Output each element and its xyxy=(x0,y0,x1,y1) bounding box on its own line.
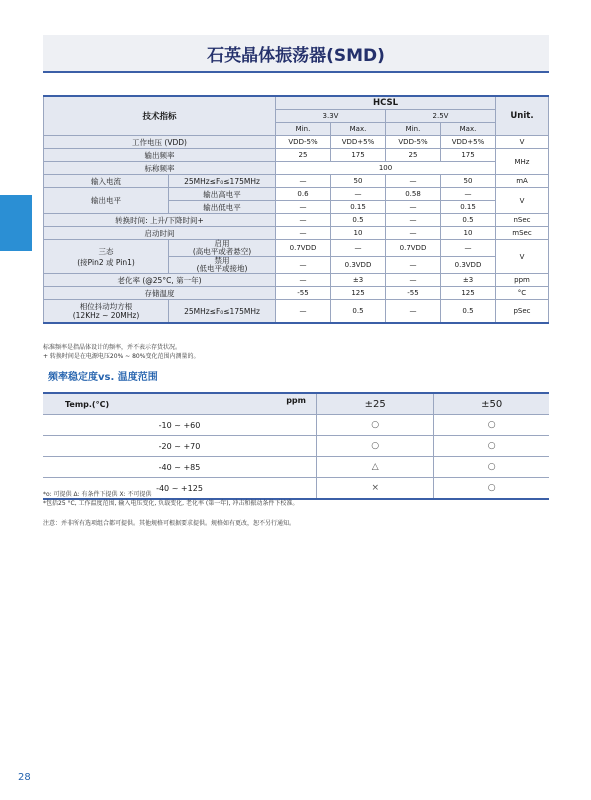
cell: — xyxy=(386,274,441,287)
temp-range: -40 ~ +85 xyxy=(43,457,317,478)
cell: — xyxy=(276,300,331,324)
cell: — xyxy=(276,175,331,188)
cell: — xyxy=(276,274,331,287)
temp-range: -40 ~ +125 xyxy=(43,478,317,500)
unit-cell: ppm xyxy=(496,274,549,287)
cell: 125 xyxy=(441,287,496,300)
cell: 0.6 xyxy=(276,188,331,201)
row-sublabel: 25MHz≤F₀≤175MHz xyxy=(169,175,276,188)
cell: — xyxy=(386,227,441,240)
cell: — xyxy=(386,214,441,227)
cell: 0.5 xyxy=(441,214,496,227)
cell: — xyxy=(386,300,441,324)
header-min: Min. xyxy=(386,123,441,136)
stability-table xyxy=(43,392,549,500)
side-tab xyxy=(0,195,32,251)
row-label: 输出频率 xyxy=(44,149,276,162)
cell: VDD+5% xyxy=(331,136,386,149)
cell: ±3 xyxy=(441,274,496,287)
row-sublabel: 禁用 (低电平或接地) xyxy=(169,257,276,274)
cell: 10 xyxy=(441,227,496,240)
header-param: 技术指标 xyxy=(44,96,276,136)
row-label: 转换时间: 上升/下降时间+ xyxy=(44,214,276,227)
row-label: 输入电流 xyxy=(44,175,169,188)
col-50: ±50 xyxy=(434,393,549,415)
cell: — xyxy=(331,240,386,257)
cell: 0.5 xyxy=(331,214,386,227)
cell: 10 xyxy=(331,227,386,240)
page-title: 石英晶体振荡器(SMD) xyxy=(207,46,385,66)
temp-label: Temp.(°C) xyxy=(65,399,110,409)
avail-symbol: ○ xyxy=(317,415,434,436)
unit-cell: V xyxy=(496,136,549,149)
avail-symbol: ○ xyxy=(434,415,549,436)
unit-cell: °C xyxy=(496,287,549,300)
cell: 0.15 xyxy=(441,201,496,214)
cell: -55 xyxy=(386,287,441,300)
cell: — xyxy=(386,201,441,214)
avail-symbol: ○ xyxy=(317,436,434,457)
cell: 25 xyxy=(386,149,441,162)
title-band xyxy=(43,35,549,73)
col-25: ±25 xyxy=(317,393,434,415)
cell: 25 xyxy=(276,149,331,162)
row-label: 工作电压 (VDD) xyxy=(44,136,276,149)
spec-notes xyxy=(43,343,199,361)
cell: 0.7VDD xyxy=(386,240,441,257)
cell: 125 xyxy=(331,287,386,300)
header-3v3: 3.3V xyxy=(276,110,386,123)
temp-range: -10 ~ +60 xyxy=(43,415,317,436)
cell: 0.58 xyxy=(386,188,441,201)
cell: — xyxy=(276,227,331,240)
row-label: 存储温度 xyxy=(44,287,276,300)
cell: — xyxy=(276,214,331,227)
avail-symbol: △ xyxy=(317,457,434,478)
cell: 0.5 xyxy=(331,300,386,324)
cell: — xyxy=(386,257,441,274)
header-unit: Unit. xyxy=(496,96,549,136)
avail-symbol: × xyxy=(317,478,434,500)
avail-symbol: ○ xyxy=(434,457,549,478)
note-line: + 转换时间是在电源电压20% ~ 80%变化范围内测量的。 xyxy=(43,353,200,360)
row-label: 标称频率 xyxy=(44,162,276,175)
unit-cell: mA xyxy=(496,175,549,188)
legend-line: *包括25 °C, 工作温度范围, 输入电压变化, 负载变化, 老化率 (第一年), 冲击和振动条件下校准。 xyxy=(43,500,299,507)
cell: 0.3VDD xyxy=(441,257,496,274)
row-sublabel: 启用 (高电平或者悬空) xyxy=(169,240,276,257)
cell: 50 xyxy=(331,175,386,188)
unit-cell: mSec xyxy=(496,227,549,240)
row-label: 相位抖动均方根 (12KHz ~ 20MHz) xyxy=(44,300,169,324)
cell-span: 100 xyxy=(276,162,496,175)
spec-table xyxy=(43,95,549,324)
ppm-label: ppm xyxy=(286,396,306,405)
cell: — xyxy=(441,188,496,201)
cell: 0.15 xyxy=(331,201,386,214)
cell: VDD+5% xyxy=(441,136,496,149)
row-label: 输出电平 xyxy=(44,188,169,214)
note-line: 标准频率是指晶体设计的频率，并不表示存货状况。 xyxy=(43,344,182,351)
cell: — xyxy=(276,201,331,214)
unit-cell: V xyxy=(496,240,549,274)
section-title: 频率稳定度vs. 温度范围 xyxy=(48,372,158,383)
cell: VDD-5% xyxy=(386,136,441,149)
avail-symbol: ○ xyxy=(434,436,549,457)
cell: — xyxy=(276,257,331,274)
row-label: 三态 (接Pin2 或 Pin1) xyxy=(44,240,169,274)
row-sublabel: 输出低电平 xyxy=(169,201,276,214)
disclaimer: 注意：并非所有选项组合都可提供。其他规格可根据要求提供。规格如有更改，恕不另行通知。 xyxy=(43,520,296,527)
temp-ppm-header xyxy=(43,393,317,415)
row-label: 启动时间 xyxy=(44,227,276,240)
row-label: 老化率 (@25°C, 第一年) xyxy=(44,274,276,287)
header-max: Max. xyxy=(441,123,496,136)
header-2v5: 2.5V xyxy=(386,110,496,123)
avail-symbol: ○ xyxy=(434,478,549,500)
unit-cell: V xyxy=(496,188,549,214)
unit-cell: pSec xyxy=(496,300,549,324)
page-number: 28 xyxy=(18,772,31,783)
header-min: Min. xyxy=(276,123,331,136)
cell: — xyxy=(331,188,386,201)
cell: ±3 xyxy=(331,274,386,287)
cell: 175 xyxy=(441,149,496,162)
row-sublabel: 输出高电平 xyxy=(169,188,276,201)
cell: 175 xyxy=(331,149,386,162)
unit-cell: MHz xyxy=(496,149,549,175)
unit-cell: nSec xyxy=(496,214,549,227)
row-sublabel: 25MHz≤F₀≤175MHz xyxy=(169,300,276,324)
header-hcsl: HCSL xyxy=(276,96,496,110)
cell: 50 xyxy=(441,175,496,188)
cell: 0.3VDD xyxy=(331,257,386,274)
temp-range: -20 ~ +70 xyxy=(43,436,317,457)
cell: 0.7VDD xyxy=(276,240,331,257)
cell: VDD-5% xyxy=(276,136,331,149)
legend xyxy=(43,490,298,508)
cell: 0.5 xyxy=(441,300,496,324)
header-max: Max. xyxy=(331,123,386,136)
cell: — xyxy=(386,175,441,188)
cell: — xyxy=(441,240,496,257)
cell: -55 xyxy=(276,287,331,300)
legend-line: *o: 可提供 Δ: 有条件下提供 X: 不可提供 xyxy=(43,491,152,498)
